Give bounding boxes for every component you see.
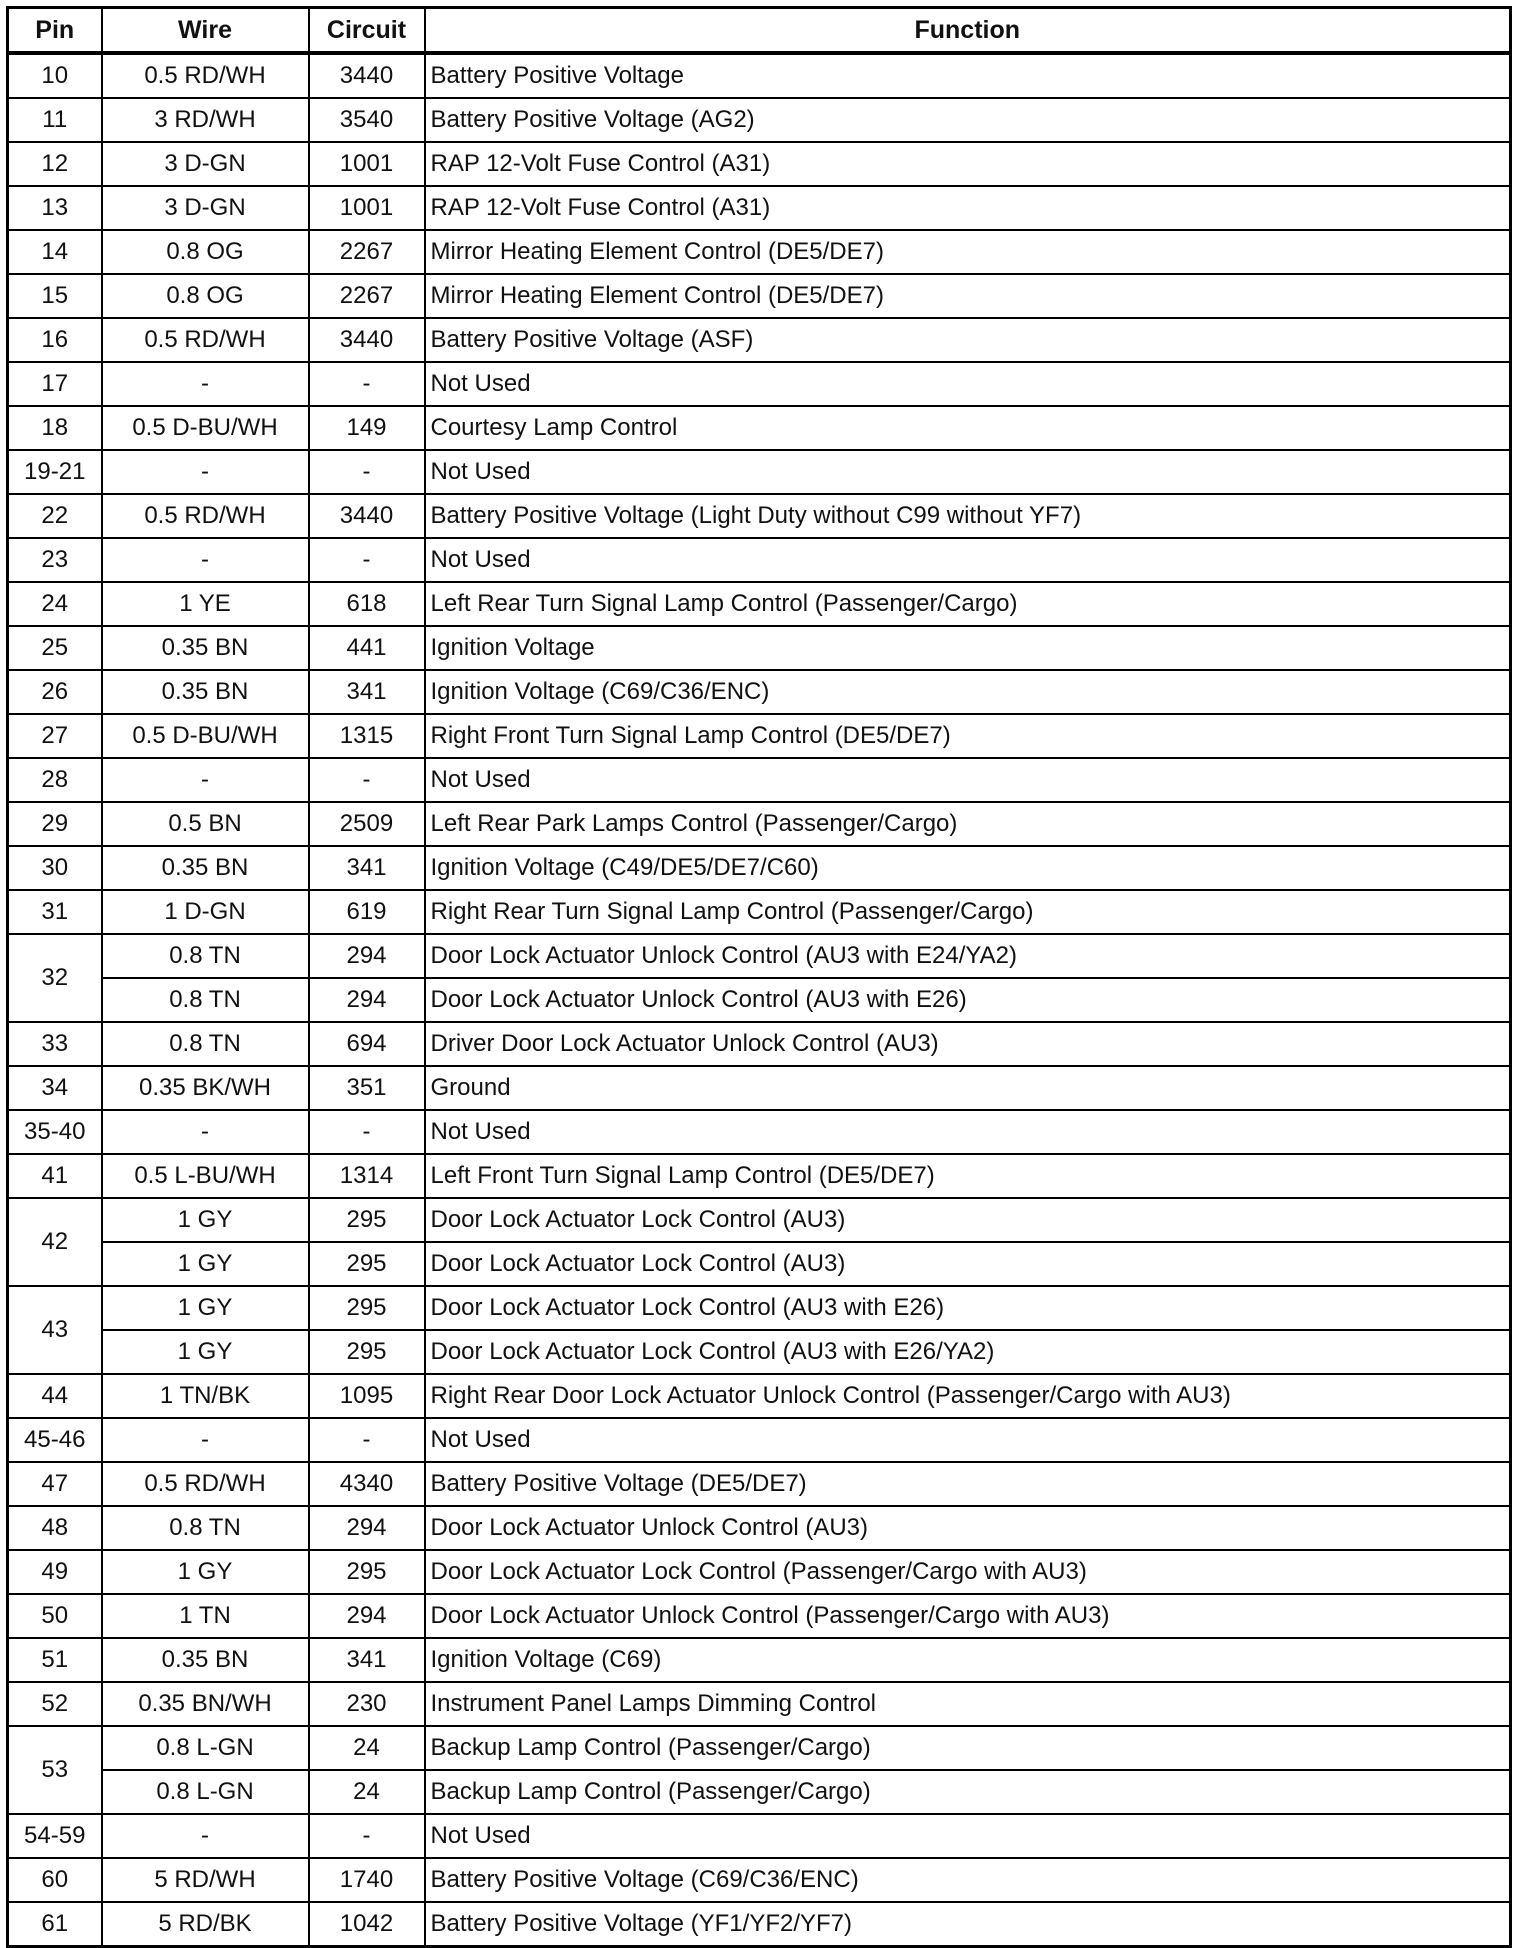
- circuit-cell: 618: [309, 582, 425, 626]
- function-cell: Door Lock Actuator Unlock Control (AU3 with E24/YA2): [425, 934, 1511, 978]
- table-row: [8, 890, 1511, 934]
- pin-cell: 18: [8, 406, 102, 450]
- function-cell: Not Used: [425, 450, 1511, 494]
- function-cell: Ignition Voltage: [425, 626, 1511, 670]
- table-row: [8, 1858, 1511, 1902]
- pin-cell: 31: [8, 890, 102, 934]
- table-row: [8, 1198, 1511, 1242]
- circuit-cell: 1001: [309, 142, 425, 186]
- wire-cell: -: [102, 758, 309, 802]
- circuit-cell: 341: [309, 670, 425, 714]
- table-row: [8, 1154, 1511, 1198]
- wire-cell: 0.8 TN: [102, 978, 309, 1022]
- table-row: [8, 1242, 1511, 1286]
- wire-cell: 1 YE: [102, 582, 309, 626]
- wire-cell: 0.35 BN: [102, 846, 309, 890]
- function-cell: Battery Positive Voltage (C69/C36/ENC): [425, 1858, 1511, 1902]
- wire-cell: 0.8 TN: [102, 1022, 309, 1066]
- function-cell: Right Rear Turn Signal Lamp Control (Passenger/Cargo): [425, 890, 1511, 934]
- pin-cell: 45-46: [8, 1418, 102, 1462]
- circuit-cell: 1001: [309, 186, 425, 230]
- wire-cell: 0.8 TN: [102, 1506, 309, 1550]
- pin-cell: 50: [8, 1594, 102, 1638]
- pin-cell: 12: [8, 142, 102, 186]
- wire-cell: 0.5 D-BU/WH: [102, 714, 309, 758]
- wire-cell: 5 RD/BK: [102, 1902, 309, 1947]
- wire-cell: -: [102, 1814, 309, 1858]
- wire-cell: 1 TN: [102, 1594, 309, 1638]
- function-cell: Not Used: [425, 1814, 1511, 1858]
- pin-cell: 49: [8, 1550, 102, 1594]
- table-row: [8, 670, 1511, 714]
- function-cell: Left Rear Turn Signal Lamp Control (Passenger/Cargo): [425, 582, 1511, 626]
- table-row: [8, 626, 1511, 670]
- table-row: [8, 714, 1511, 758]
- table-row: [8, 142, 1511, 186]
- wire-cell: 0.8 OG: [102, 274, 309, 318]
- function-cell: Door Lock Actuator Lock Control (AU3): [425, 1242, 1511, 1286]
- circuit-cell: 3440: [309, 53, 425, 98]
- table-row: [8, 1770, 1511, 1814]
- wire-cell: 0.5 RD/WH: [102, 53, 309, 98]
- circuit-cell: 295: [309, 1198, 425, 1242]
- wire-cell: 0.8 OG: [102, 230, 309, 274]
- circuit-cell: -: [309, 1418, 425, 1462]
- pin-cell: 42: [8, 1198, 102, 1286]
- table-row: [8, 1682, 1511, 1726]
- function-cell: Not Used: [425, 758, 1511, 802]
- wire-cell: 0.5 RD/WH: [102, 318, 309, 362]
- function-cell: Right Rear Door Lock Actuator Unlock Control (Passenger/Cargo with AU3): [425, 1374, 1511, 1418]
- wire-cell: 0.5 RD/WH: [102, 1462, 309, 1506]
- pin-cell: 51: [8, 1638, 102, 1682]
- pin-cell: 11: [8, 98, 102, 142]
- pin-cell: 47: [8, 1462, 102, 1506]
- circuit-header: Circuit: [309, 8, 425, 54]
- circuit-cell: 4340: [309, 1462, 425, 1506]
- wire-cell: 1 GY: [102, 1286, 309, 1330]
- table-row: [8, 406, 1511, 450]
- circuit-cell: 1095: [309, 1374, 425, 1418]
- function-cell: Door Lock Actuator Lock Control (AU3 with E26): [425, 1286, 1511, 1330]
- function-cell: Battery Positive Voltage (YF1/YF2/YF7): [425, 1902, 1511, 1947]
- function-cell: Backup Lamp Control (Passenger/Cargo): [425, 1770, 1511, 1814]
- function-cell: Left Rear Park Lamps Control (Passenger/Cargo): [425, 802, 1511, 846]
- table-row: [8, 802, 1511, 846]
- circuit-cell: 351: [309, 1066, 425, 1110]
- function-cell: Ignition Voltage (C69/C36/ENC): [425, 670, 1511, 714]
- wire-cell: -: [102, 450, 309, 494]
- table-row: [8, 1462, 1511, 1506]
- circuit-cell: 2267: [309, 274, 425, 318]
- pin-cell: 54-59: [8, 1814, 102, 1858]
- pin-cell: 23: [8, 538, 102, 582]
- table-row: [8, 1902, 1511, 1947]
- function-cell: Not Used: [425, 1418, 1511, 1462]
- header-row: [8, 8, 1511, 54]
- function-cell: Ignition Voltage (C49/DE5/DE7/C60): [425, 846, 1511, 890]
- circuit-cell: -: [309, 450, 425, 494]
- table-row: [8, 538, 1511, 582]
- circuit-cell: 294: [309, 1506, 425, 1550]
- circuit-cell: 619: [309, 890, 425, 934]
- pin-cell: 52: [8, 1682, 102, 1726]
- circuit-cell: 441: [309, 626, 425, 670]
- wire-cell: 0.35 BN: [102, 670, 309, 714]
- table-row: [8, 1286, 1511, 1330]
- pin-cell: 17: [8, 362, 102, 406]
- pin-cell: 22: [8, 494, 102, 538]
- function-cell: Door Lock Actuator Unlock Control (AU3): [425, 1506, 1511, 1550]
- function-cell: Door Lock Actuator Unlock Control (Passenger/Cargo with AU3): [425, 1594, 1511, 1638]
- wire-cell: 1 GY: [102, 1198, 309, 1242]
- pin-cell: 53: [8, 1726, 102, 1814]
- pin-cell: 29: [8, 802, 102, 846]
- wire-cell: 1 GY: [102, 1330, 309, 1374]
- pin-cell: 33: [8, 1022, 102, 1066]
- pin-cell: 25: [8, 626, 102, 670]
- wire-cell: 5 RD/WH: [102, 1858, 309, 1902]
- circuit-cell: 24: [309, 1726, 425, 1770]
- circuit-cell: 2267: [309, 230, 425, 274]
- circuit-cell: -: [309, 758, 425, 802]
- function-cell: Door Lock Actuator Lock Control (AU3 with E26/YA2): [425, 1330, 1511, 1374]
- circuit-cell: 1315: [309, 714, 425, 758]
- pin-cell: 35-40: [8, 1110, 102, 1154]
- circuit-cell: 1740: [309, 1858, 425, 1902]
- wire-cell: 0.35 BN/WH: [102, 1682, 309, 1726]
- wire-cell: -: [102, 362, 309, 406]
- function-cell: Instrument Panel Lamps Dimming Control: [425, 1682, 1511, 1726]
- function-cell: Battery Positive Voltage (AG2): [425, 98, 1511, 142]
- function-cell: Battery Positive Voltage (ASF): [425, 318, 1511, 362]
- circuit-cell: 149: [309, 406, 425, 450]
- table-row: [8, 582, 1511, 626]
- pin-cell: 41: [8, 1154, 102, 1198]
- table-row: [8, 846, 1511, 890]
- function-cell: Door Lock Actuator Lock Control (Passenger/Cargo with AU3): [425, 1550, 1511, 1594]
- pin-cell: 10: [8, 53, 102, 98]
- circuit-cell: 3440: [309, 494, 425, 538]
- table-row: [8, 450, 1511, 494]
- table-row: [8, 1506, 1511, 1550]
- table-row: [8, 1418, 1511, 1462]
- table-row: [8, 362, 1511, 406]
- circuit-cell: 1314: [309, 1154, 425, 1198]
- function-cell: Battery Positive Voltage (Light Duty without C99 without YF7): [425, 494, 1511, 538]
- circuit-cell: -: [309, 1110, 425, 1154]
- wire-cell: -: [102, 538, 309, 582]
- table-row: [8, 1638, 1511, 1682]
- function-cell: Mirror Heating Element Control (DE5/DE7): [425, 230, 1511, 274]
- function-cell: Door Lock Actuator Lock Control (AU3): [425, 1198, 1511, 1242]
- table-row: [8, 318, 1511, 362]
- table-row: [8, 1550, 1511, 1594]
- table-row: [8, 1814, 1511, 1858]
- function-cell: Ignition Voltage (C69): [425, 1638, 1511, 1682]
- table-row: [8, 1594, 1511, 1638]
- circuit-cell: 3440: [309, 318, 425, 362]
- function-cell: Battery Positive Voltage (DE5/DE7): [425, 1462, 1511, 1506]
- circuit-cell: 294: [309, 934, 425, 978]
- function-cell: Right Front Turn Signal Lamp Control (DE5/DE7): [425, 714, 1511, 758]
- function-cell: Battery Positive Voltage: [425, 53, 1511, 98]
- table-row: [8, 978, 1511, 1022]
- circuit-cell: 295: [309, 1550, 425, 1594]
- table-row: [8, 494, 1511, 538]
- wire-cell: 0.5 L-BU/WH: [102, 1154, 309, 1198]
- circuit-cell: 24: [309, 1770, 425, 1814]
- circuit-cell: 2509: [309, 802, 425, 846]
- pin-cell: 16: [8, 318, 102, 362]
- wire-cell: 0.8 TN: [102, 934, 309, 978]
- wire-cell: 1 GY: [102, 1242, 309, 1286]
- function-header: Function: [425, 8, 1511, 54]
- circuit-cell: 295: [309, 1330, 425, 1374]
- function-cell: Not Used: [425, 362, 1511, 406]
- function-cell: Ground: [425, 1066, 1511, 1110]
- pin-cell: 27: [8, 714, 102, 758]
- pin-cell: 32: [8, 934, 102, 1022]
- function-cell: Door Lock Actuator Unlock Control (AU3 with E26): [425, 978, 1511, 1022]
- wire-cell: -: [102, 1110, 309, 1154]
- table-row: [8, 230, 1511, 274]
- circuit-cell: -: [309, 362, 425, 406]
- circuit-cell: 341: [309, 846, 425, 890]
- function-cell: RAP 12-Volt Fuse Control (A31): [425, 142, 1511, 186]
- table-row: [8, 98, 1511, 142]
- pin-cell: 28: [8, 758, 102, 802]
- pin-cell: 30: [8, 846, 102, 890]
- table-row: [8, 1022, 1511, 1066]
- wire-cell: -: [102, 1418, 309, 1462]
- table-row: [8, 1330, 1511, 1374]
- circuit-cell: -: [309, 1814, 425, 1858]
- circuit-cell: 341: [309, 1638, 425, 1682]
- pin-cell: 19-21: [8, 450, 102, 494]
- pin-cell: 14: [8, 230, 102, 274]
- wire-cell: 3 D-GN: [102, 142, 309, 186]
- wire-cell: 0.35 BN: [102, 626, 309, 670]
- pin-cell: 34: [8, 1066, 102, 1110]
- circuit-cell: -: [309, 538, 425, 582]
- wire-cell: 1 D-GN: [102, 890, 309, 934]
- table-row: [8, 1726, 1511, 1770]
- circuit-cell: 694: [309, 1022, 425, 1066]
- wire-cell: 0.5 D-BU/WH: [102, 406, 309, 450]
- table-row: [8, 53, 1511, 98]
- table-row: [8, 934, 1511, 978]
- function-cell: RAP 12-Volt Fuse Control (A31): [425, 186, 1511, 230]
- function-cell: Mirror Heating Element Control (DE5/DE7): [425, 274, 1511, 318]
- table-row: [8, 1066, 1511, 1110]
- circuit-cell: 294: [309, 978, 425, 1022]
- wire-cell: 0.5 BN: [102, 802, 309, 846]
- circuit-cell: 1042: [309, 1902, 425, 1947]
- wire-cell: 3 D-GN: [102, 186, 309, 230]
- pin-cell: 15: [8, 274, 102, 318]
- pin-cell: 60: [8, 1858, 102, 1902]
- wire-cell: 1 TN/BK: [102, 1374, 309, 1418]
- function-cell: Left Front Turn Signal Lamp Control (DE5/DE7): [425, 1154, 1511, 1198]
- function-cell: Backup Lamp Control (Passenger/Cargo): [425, 1726, 1511, 1770]
- function-cell: Not Used: [425, 538, 1511, 582]
- pin-cell: 43: [8, 1286, 102, 1374]
- wire-cell: 0.5 RD/WH: [102, 494, 309, 538]
- wire-cell: 3 RD/WH: [102, 98, 309, 142]
- table-row: [8, 1374, 1511, 1418]
- pin-cell: 13: [8, 186, 102, 230]
- wire-cell: 0.35 BN: [102, 1638, 309, 1682]
- pin-cell: 48: [8, 1506, 102, 1550]
- pin-cell: 24: [8, 582, 102, 626]
- table-row: [8, 186, 1511, 230]
- wire-cell: 0.8 L-GN: [102, 1726, 309, 1770]
- function-cell: Courtesy Lamp Control: [425, 406, 1511, 450]
- circuit-cell: 3540: [309, 98, 425, 142]
- function-cell: Driver Door Lock Actuator Unlock Control (AU3): [425, 1022, 1511, 1066]
- circuit-cell: 295: [309, 1286, 425, 1330]
- wire-cell: 1 GY: [102, 1550, 309, 1594]
- circuit-cell: 294: [309, 1594, 425, 1638]
- pin-cell: 61: [8, 1902, 102, 1947]
- table-row: [8, 274, 1511, 318]
- function-cell: Not Used: [425, 1110, 1511, 1154]
- connector-pinout-table: [6, 6, 1512, 1948]
- circuit-cell: 230: [309, 1682, 425, 1726]
- wire-cell: 0.35 BK/WH: [102, 1066, 309, 1110]
- pin-cell: 44: [8, 1374, 102, 1418]
- pin-cell: 26: [8, 670, 102, 714]
- wire-cell: 0.8 L-GN: [102, 1770, 309, 1814]
- table-row: [8, 758, 1511, 802]
- pin-header: Pin: [8, 8, 102, 54]
- circuit-cell: 295: [309, 1242, 425, 1286]
- table-row: [8, 1110, 1511, 1154]
- wire-header: Wire: [102, 8, 309, 54]
